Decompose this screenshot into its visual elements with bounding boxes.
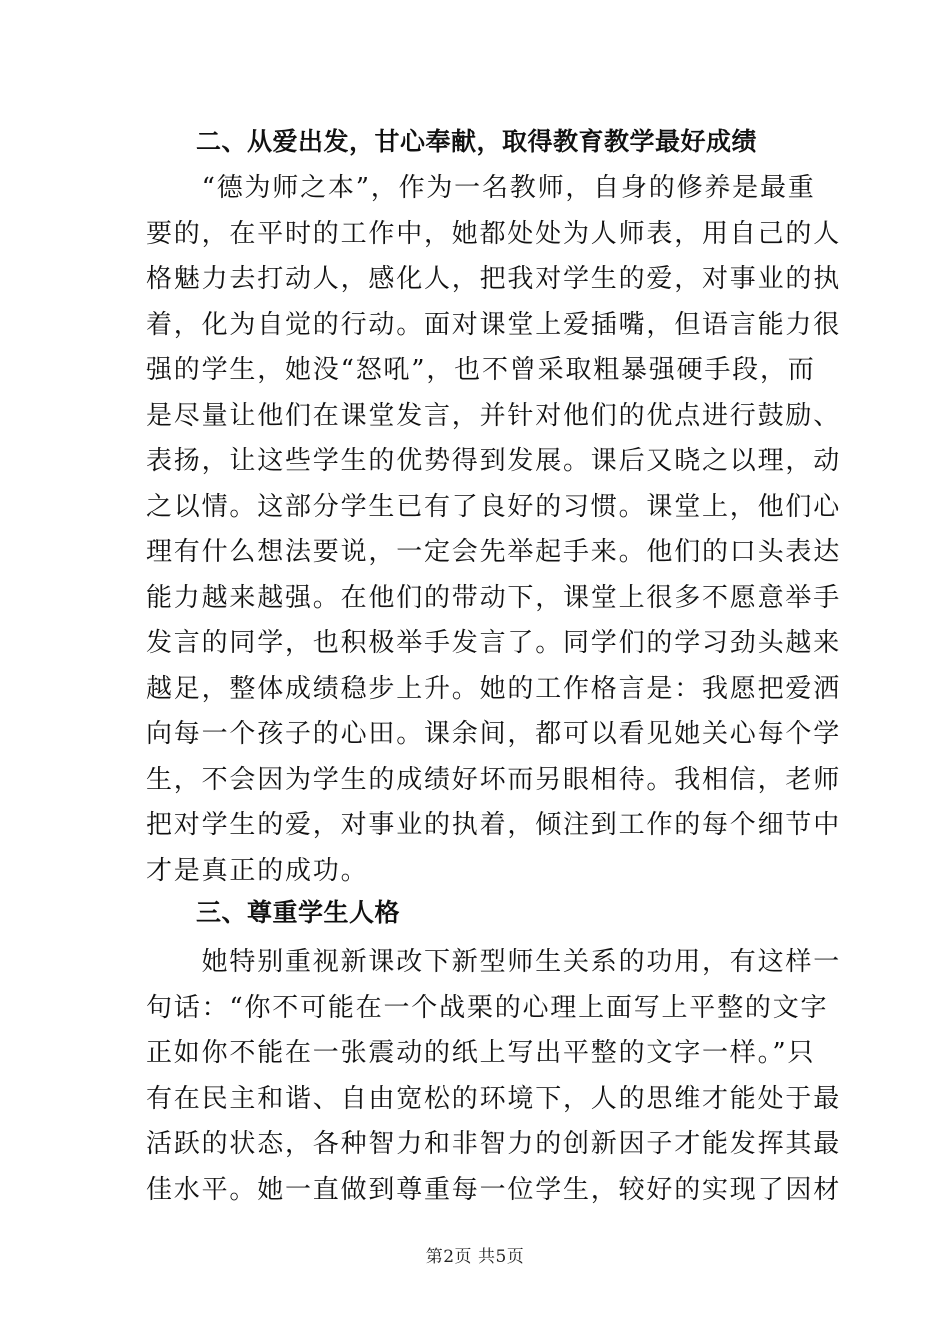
paragraph-line: 能力越来越强。在他们的带动下，课堂上很多不愿意举手	[146, 582, 842, 613]
paragraph-line: 句话：“你不可能在一个战栗的心理上面写上平整的文字	[146, 992, 829, 1023]
paragraph-line: 活跃的状态，各种智力和非智力的创新因子才能发挥其最	[146, 1129, 842, 1159]
section-heading-2: 二、从爱出发，甘心奉献，取得教育教学最好成绩	[196, 127, 758, 156]
paragraph-line: 着，化为自觉的行动。面对课堂上爱插嘴，但语言能力很	[146, 309, 842, 340]
paragraph-line: 把对学生的爱，对事业的执着，倾注到工作的每个细节中	[146, 810, 842, 840]
section-heading-3: 三、尊重学生人格	[196, 898, 401, 927]
paragraph-line: 理有什么想法要说，一定会先举起手来。他们的口头表达	[146, 537, 842, 567]
section-2-paragraph	[146, 166, 842, 894]
paragraph-line: 有在民主和谐、自由宽松的环境下，人的思维才能处于最	[146, 1083, 842, 1114]
paragraph-line: 之以情。这部分学生已有了良好的习惯。课堂上，他们心	[146, 491, 842, 522]
paragraph-line: 越足，整体成绩稳步上升。她的工作格言是：我愿把爱洒	[146, 673, 842, 704]
paragraph-line: 正如你不能在一张震动的纸上写出平整的文字一样。”只	[146, 1038, 816, 1068]
paragraph-line: 发言的同学，也积极举手发言了。同学们的学习劲头越来	[146, 628, 842, 658]
paragraph-line: 格魅力去打动人，感化人，把我对学生的爱，对事业的执	[146, 264, 842, 294]
paragraph-line: 表扬，让这些学生的优势得到发展。课后又晓之以理，动	[146, 446, 842, 476]
paragraph-line: 佳水平。她一直做到尊重每一位学生，较好的实现了因材	[146, 1174, 842, 1205]
paragraph-line: 生，不会因为学生的成绩好坏而另眼相待。我相信，老师	[146, 764, 842, 795]
paragraph-line: 要的，在平时的工作中，她都处处为人师表，用自己的人	[146, 218, 842, 249]
section-3-paragraph	[146, 940, 842, 1213]
paragraph-line: 她特别重视新课改下新型师生关系的功用，有这样一	[146, 947, 842, 977]
paragraph-line: 强的学生，她没“怒吼”，也不曾采取粗暴强硬手段，而	[146, 355, 816, 385]
paragraph-line: 是尽量让他们在课堂发言，并针对他们的优点进行鼓励、	[146, 400, 842, 431]
page-footer: 第2页 共5页	[425, 1247, 525, 1267]
paragraph-line: 向每一个孩子的心田。课余间，都可以看见她关心每个学	[146, 719, 842, 749]
paragraph-line: “德为师之本”，作为一名教师，自身的修养是最重	[146, 173, 816, 203]
paragraph-line: 才是真正的成功。	[146, 855, 369, 886]
